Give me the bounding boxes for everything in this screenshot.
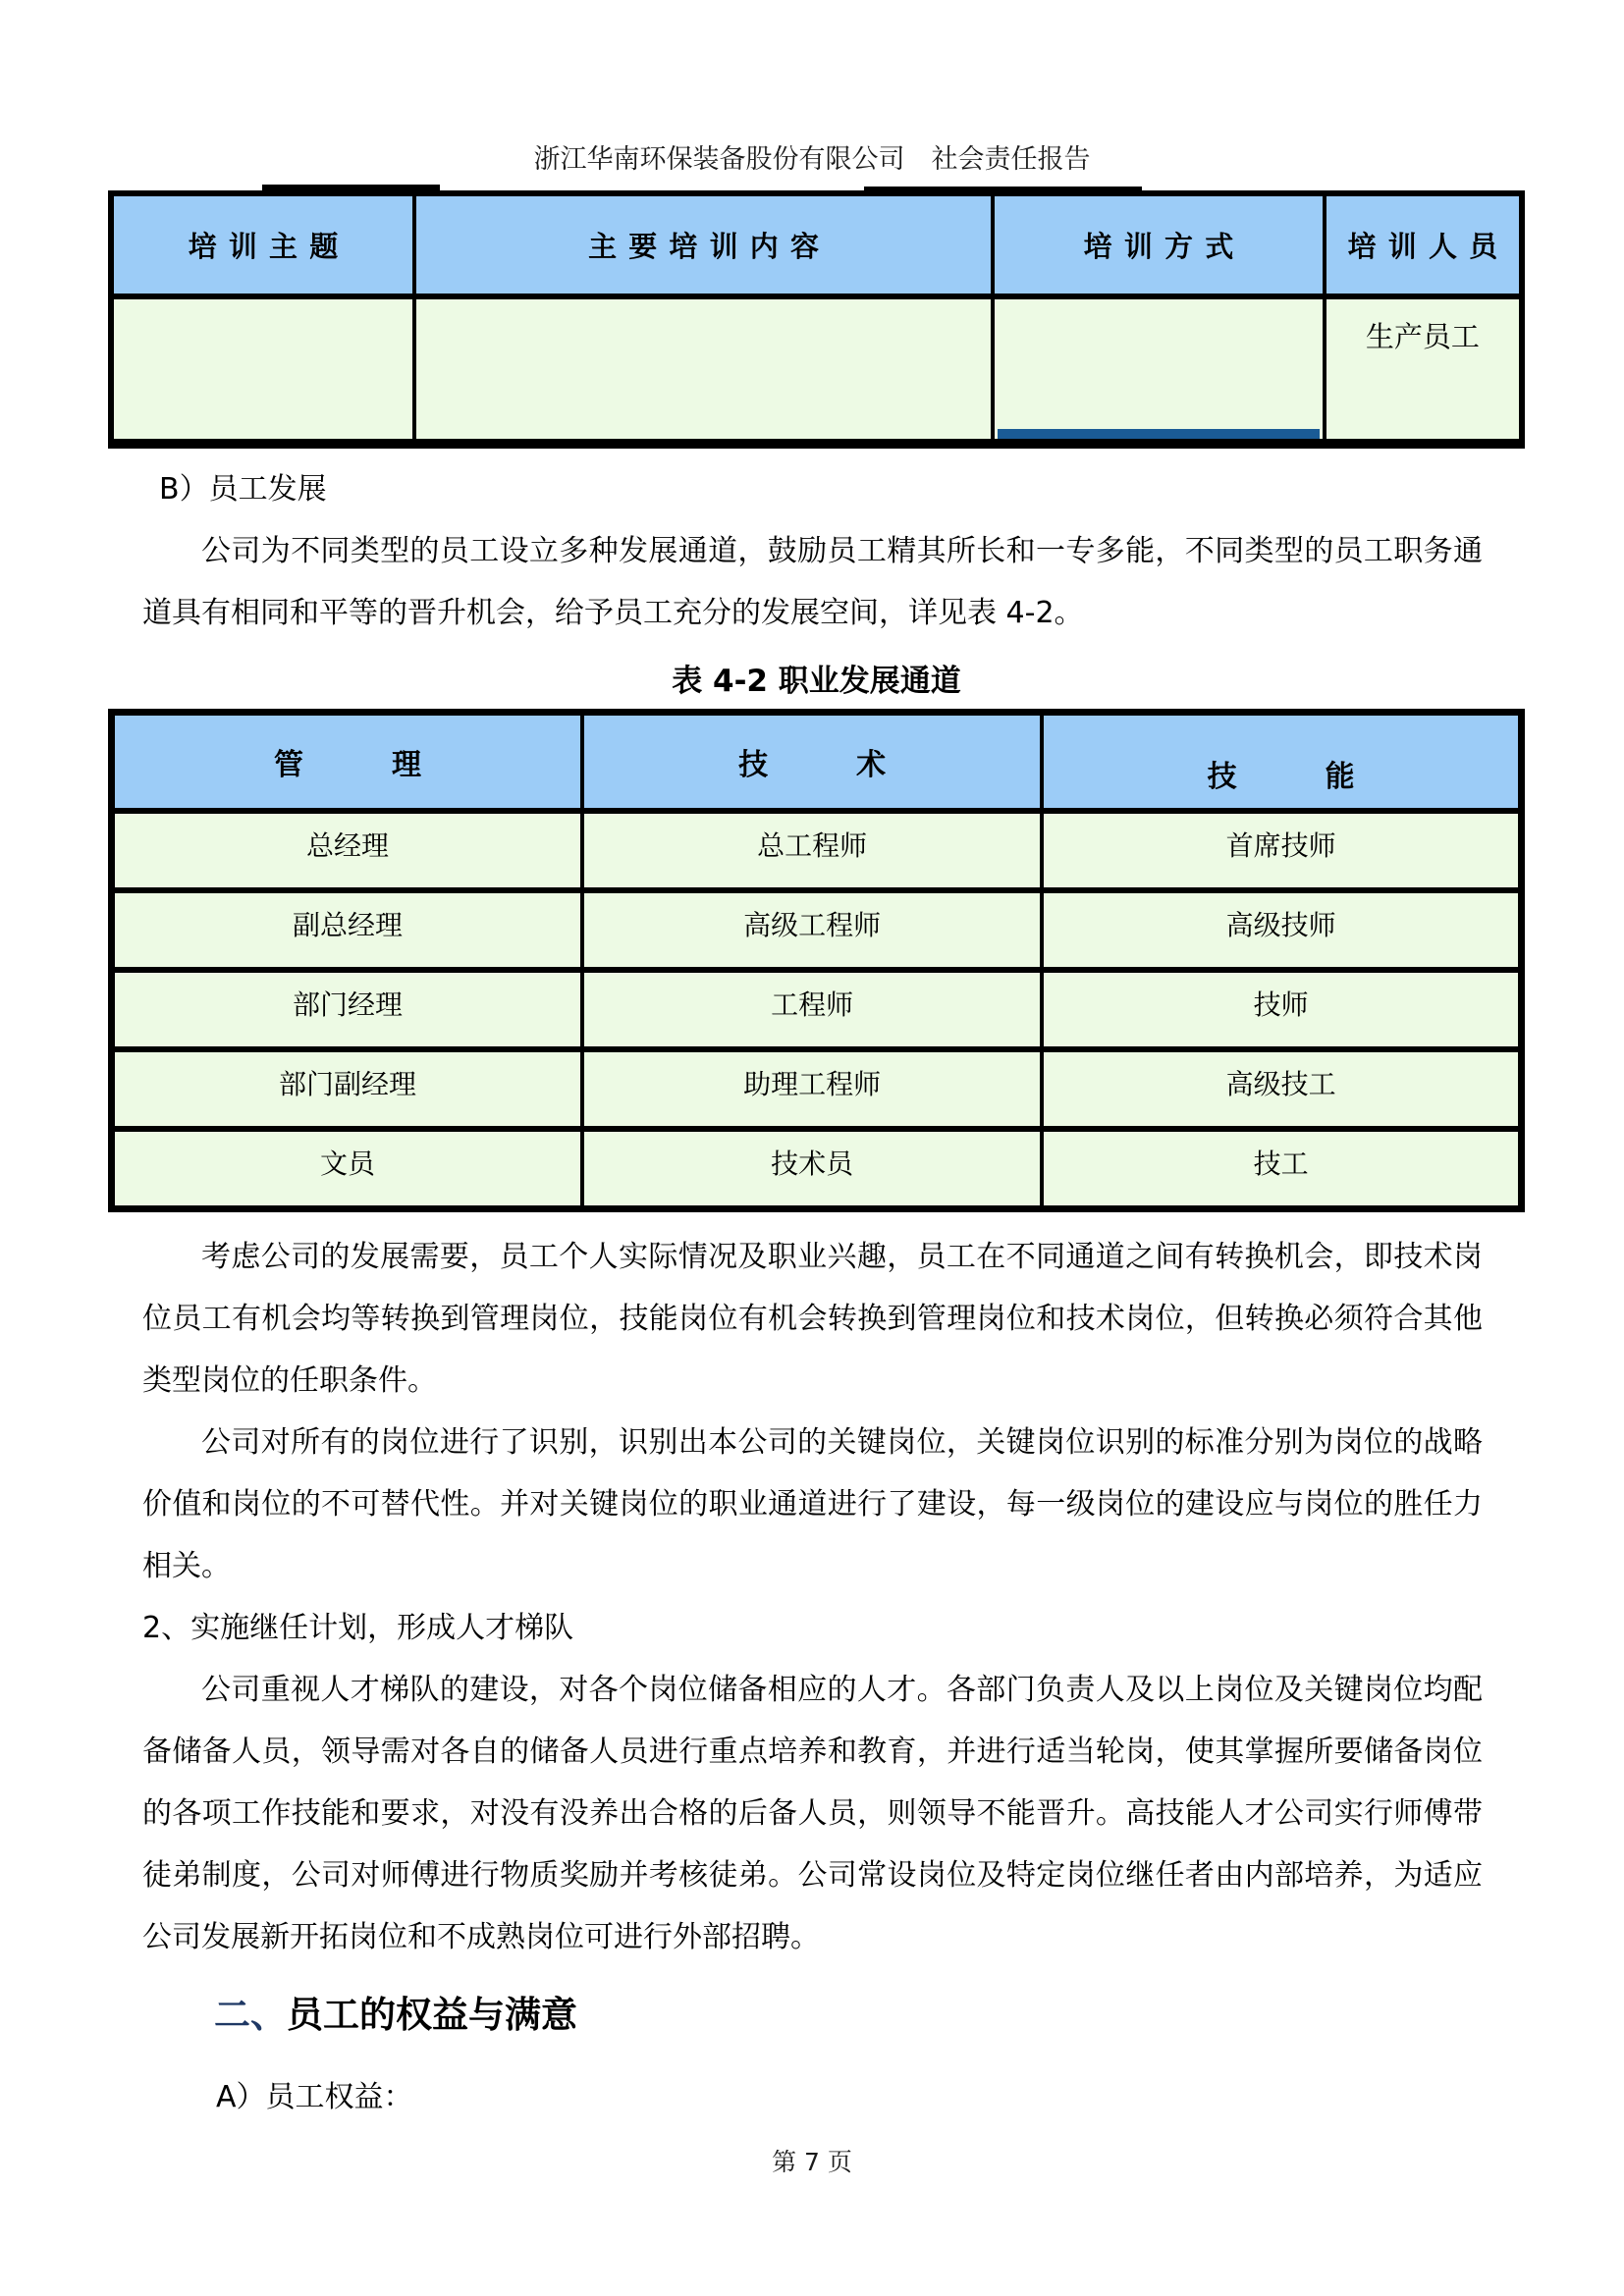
table-cell: 工程师	[582, 970, 1042, 1049]
document-header: 浙江华南环保装备股份有限公司 社会责任报告	[533, 144, 1091, 175]
header-cell: 培训主题	[111, 193, 414, 296]
table-cell: 技术员	[582, 1129, 1042, 1209]
table-row	[112, 890, 1522, 970]
table-cell: 高级技工	[1042, 1049, 1521, 1129]
table-cell	[111, 296, 414, 444]
training-table-wrap	[108, 190, 1525, 449]
table-border-artifact	[864, 187, 1142, 191]
table-cell: 部门经理	[112, 970, 583, 1049]
header-cell: 培训方式	[993, 193, 1325, 296]
table-row	[112, 1049, 1522, 1129]
paragraph-key-positions: 公司对所有的岗位进行了识别，识别出本公司的关键岗位，关键岗位识别的标准分别为岗位的战略价值和岗位的不可替代性。并对关键岗位的职业通道进行了建设，每一级岗位的建设应与岗位的胜任力相关。	[142, 1425, 1483, 1583]
career-table-header-row	[112, 713, 1522, 812]
table-cell: 首席技师	[1042, 811, 1521, 890]
section-2-heading	[214, 1992, 1483, 2039]
table-cell: 助理工程师	[582, 1049, 1042, 1129]
career-table	[108, 709, 1525, 1212]
header-cell: 管 理	[112, 713, 583, 812]
table-cell: 技师	[1042, 970, 1521, 1049]
training-table-header-row	[111, 193, 1522, 296]
selection-highlight-bar	[998, 429, 1320, 439]
table-cell: 总工程师	[582, 811, 1042, 890]
section-a-label: A）员工权益：	[216, 2080, 413, 2114]
page-number: 第 7 页	[772, 2148, 852, 2176]
table-row	[112, 1129, 1522, 1209]
table-cell: 副总经理	[112, 890, 583, 970]
training-table	[108, 190, 1525, 449]
table-cell: 生产员工	[1325, 296, 1522, 444]
table-cell: 总经理	[112, 811, 583, 890]
header-cell: 培训人员	[1325, 193, 1522, 296]
header-cell: 主要培训内容	[414, 193, 993, 296]
table-cell: 高级工程师	[582, 890, 1042, 970]
table-cell	[993, 296, 1325, 444]
table-row	[111, 296, 1522, 444]
table-cell: 部门副经理	[112, 1049, 583, 1129]
table-border-artifact	[262, 185, 440, 191]
table-cell: 高级技师	[1042, 890, 1521, 970]
section-2-title: 员工的权益与满意	[287, 1994, 577, 2036]
paragraph-talent-pipeline: 公司重视人才梯队的建设，对各个岗位储备相应的人才。各部门负责人及以上岗位及关键岗位均配备储备人员，领导需对各自的储备人员进行重点培养和教育，并进行适当轮岗，使其掌握所要储备岗位的各项工作技能和要求，对没有没养出合格的后备人员，则领导不能晋升。高技能人才公司实行师傅带徒弟制度，公司对师傅进行物质奖励并考核徒弟。公司常设岗位及特定岗位继任者由内部培养，为适应公司发展新开拓岗位和不成熟岗位可进行外部招聘。	[142, 1673, 1483, 1954]
career-table-title: 表 4-2 职业发展通道	[672, 664, 961, 699]
table-cell: 技工	[1042, 1129, 1521, 1209]
table-row	[112, 811, 1522, 890]
paragraph-development: 公司为不同类型的员工设立多种发展通道，鼓励员工精其所长和一专多能，不同类型的员工职务通道具有相同和平等的晋升机会，给予员工充分的发展空间，详见表 4-2。	[142, 534, 1483, 630]
header-cell: 技 能	[1042, 713, 1521, 812]
table-cell: 文员	[112, 1129, 583, 1209]
section-b-label: B）员工发展	[159, 472, 327, 507]
section-2-number: 二、	[214, 1994, 287, 2036]
table-cell	[414, 296, 993, 444]
list-item-succession: 2、实施继任计划，形成人才梯队	[142, 1611, 574, 1645]
paragraph-channel-switch: 考虑公司的发展需要，员工个人实际情况及职业兴趣，员工在不同通道之间有转换机会，即技术岗位员工有机会均等转换到管理岗位，技能岗位有机会转换到管理岗位和技术岗位，但转换必须符合其他类型岗位的任职条件。	[142, 1240, 1483, 1398]
header-cell: 技 术	[582, 713, 1042, 812]
table-row	[112, 970, 1522, 1049]
document-content	[0, 190, 1624, 2128]
